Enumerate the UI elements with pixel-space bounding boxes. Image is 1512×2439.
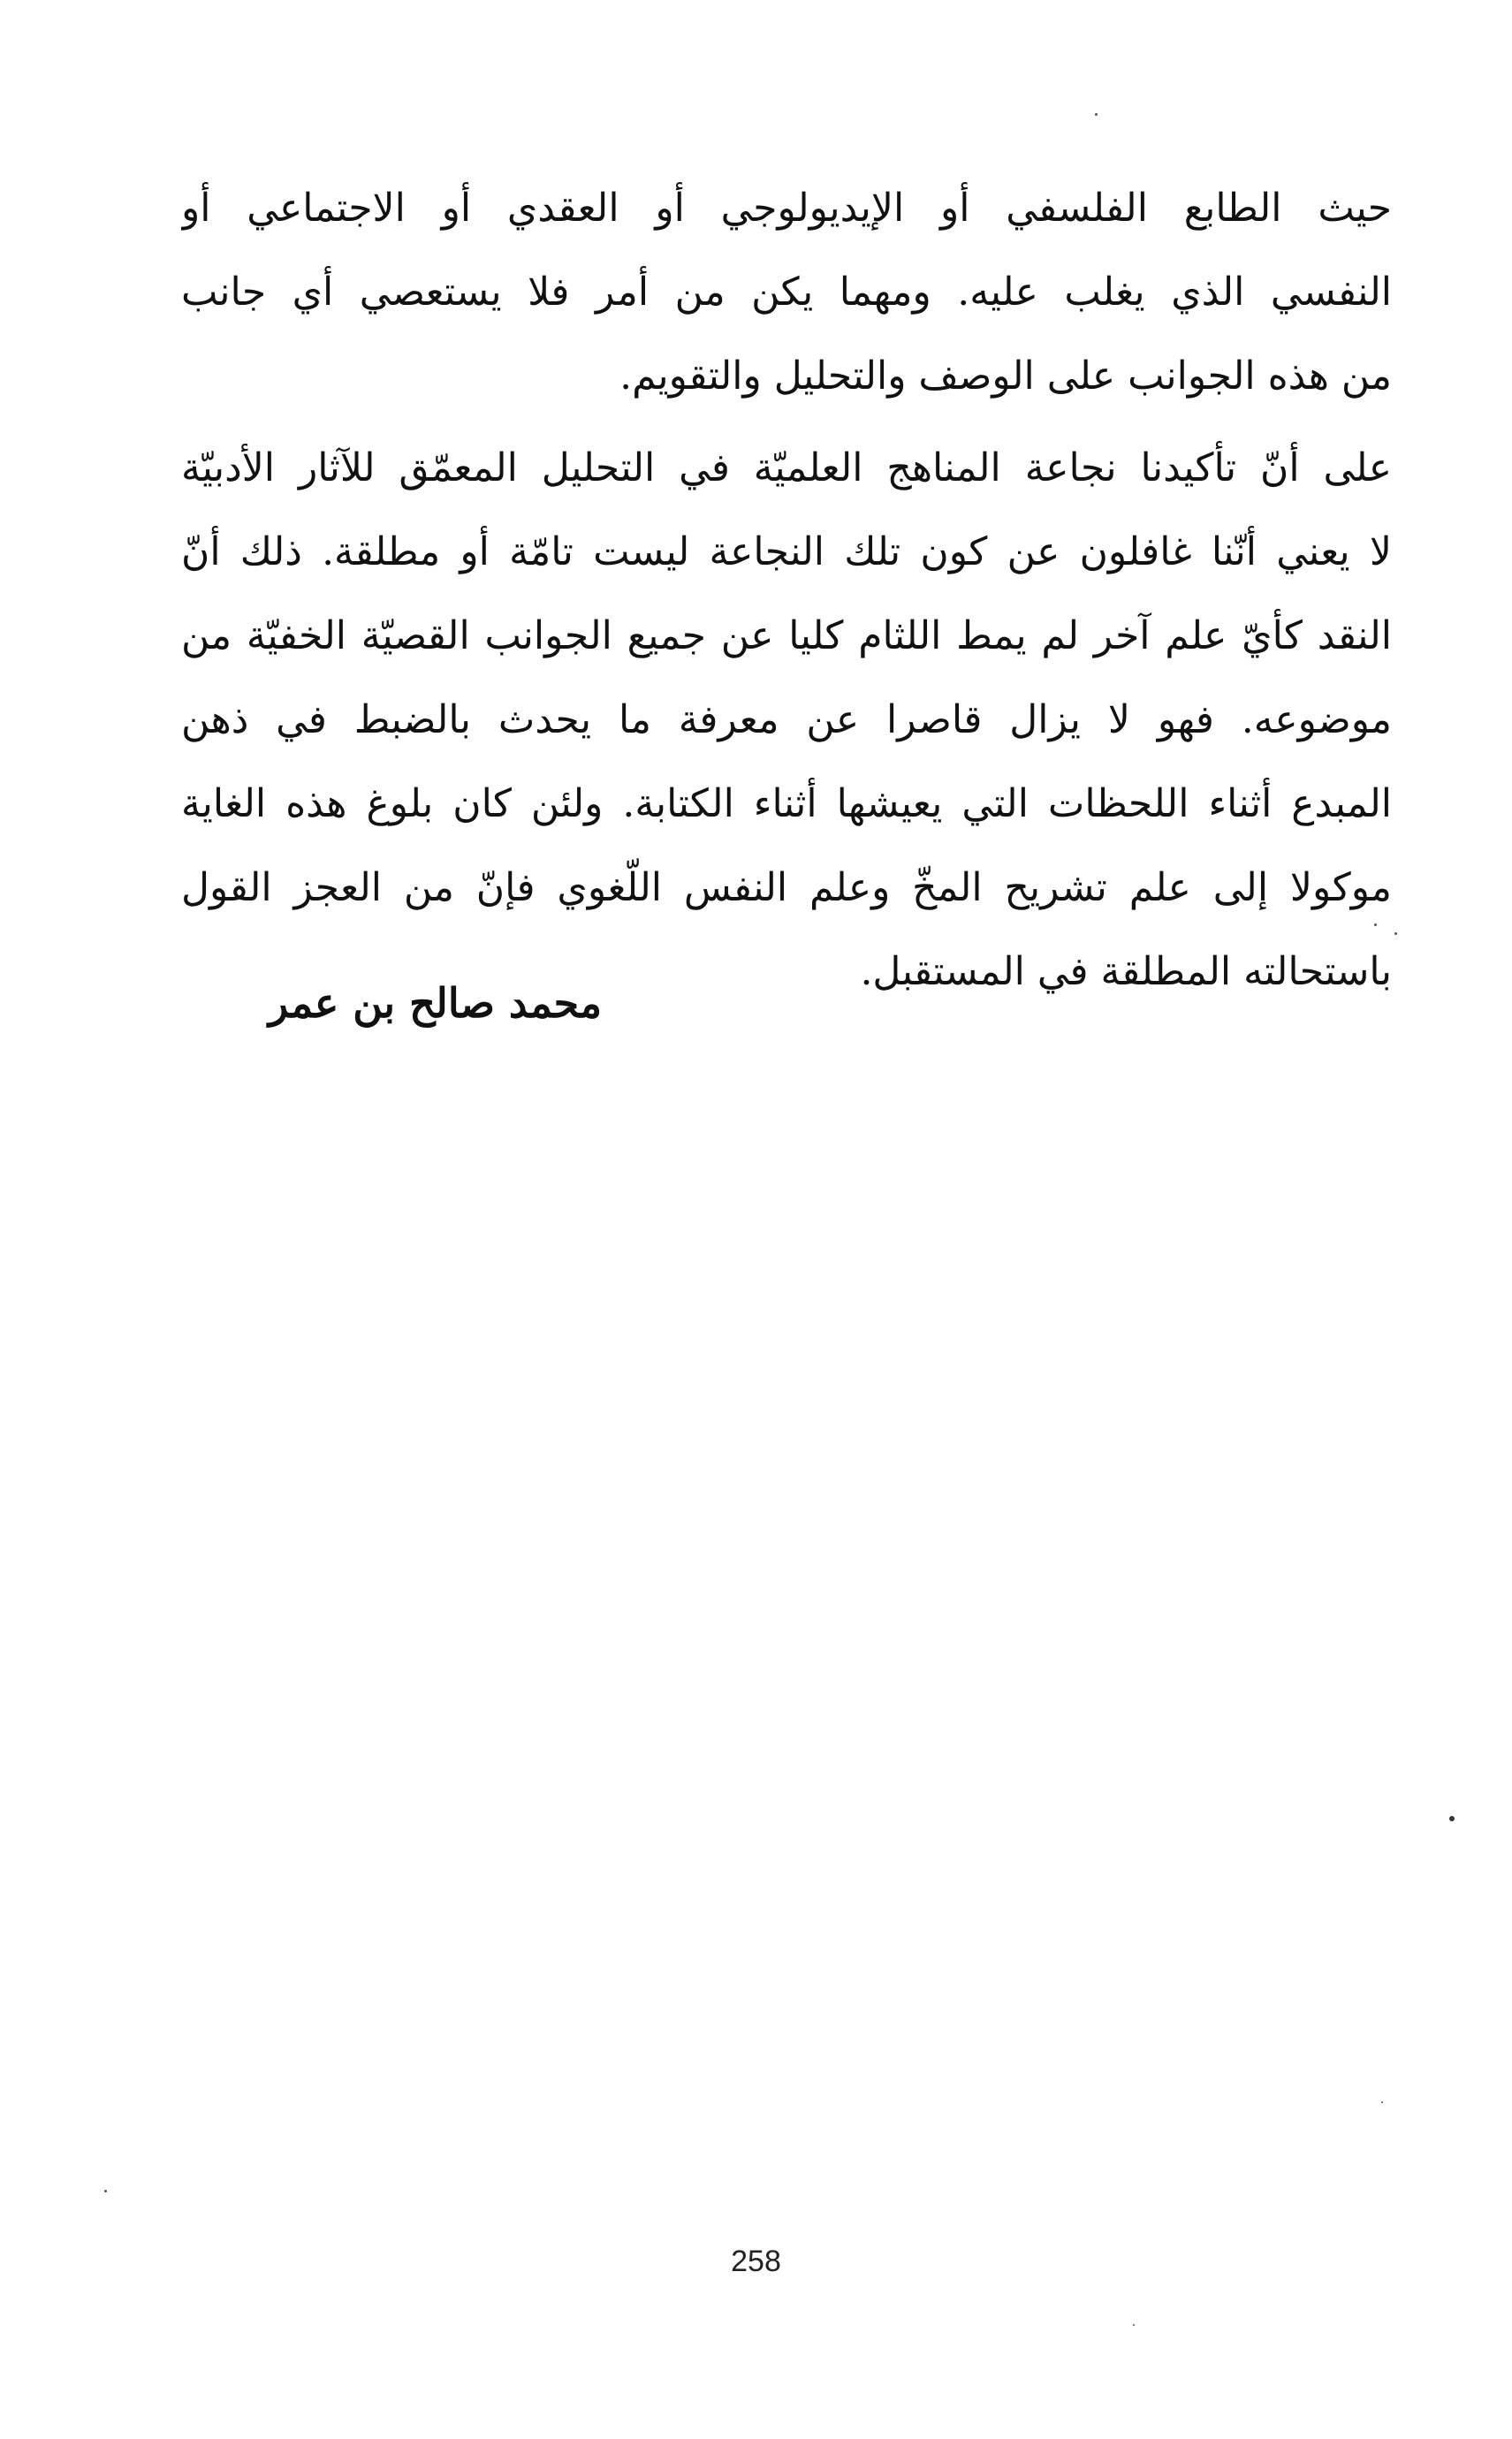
page-number: 258: [731, 2245, 781, 2278]
scan-speck: [1133, 2324, 1135, 2326]
paragraph-2-line-1: على أنّ تأكيدنا نجاعة المناهج العلميّة في التحليل المعمّق للآثار الأدبيّة: [181, 445, 1392, 490]
paragraph-1-line-2: النفسي الذي يغلب عليه. ومهما يكن من أمر فلا يستعصي أي جانب: [181, 270, 1392, 315]
paragraph-1: [181, 166, 1392, 418]
author-signature: محمد صالح بن عمر: [268, 979, 602, 1027]
paragraph-2-line-4: موضوعه. فهو لا يزال قاصرا عن معرفة ما يحدث بالضبط في ذهن: [181, 697, 1392, 742]
paragraph-1-line-1: حيث الطابع الفلسفي أو الإيديولوجي أو العقدي أو الاجتماعي أو: [181, 186, 1392, 231]
paragraph-2-line-5: المبدع أثناء اللحظات التي يعيشها أثناء الكتابة. ولئن كان بلوغ هذه الغاية: [181, 781, 1392, 826]
paragraph-2-line-6: موكولا إلى علم تشريح المخّ وعلم النفس اللّغوي فإنّ من العجز القول: [181, 865, 1392, 910]
paragraph-2-line-7: باستحالته المطلقة في المستقبل.: [860, 949, 1392, 994]
paragraph-2-line-2: لا يعني أنّنا غافلون عن كون تلك النجاعة ليست تامّة أو مطلقة. ذلك أنّ: [181, 529, 1392, 574]
paragraph-2: [181, 426, 1392, 1014]
scan-speck: [1394, 932, 1397, 935]
paragraph-1-line-3: من هذه الجوانب على الوصف والتحليل والتقويم.: [619, 353, 1392, 399]
paragraph-2-line-3: النقد كأيّ علم آخر لم يمط اللثام كليا عن جميع الجوانب القصيّة الخفيّة من: [181, 613, 1392, 658]
scan-speck: [104, 2190, 107, 2192]
scan-speck: [1449, 1816, 1455, 1821]
scan-speck: [1374, 923, 1377, 926]
scan-speck: [1381, 2101, 1383, 2103]
scan-speck: [1095, 113, 1098, 116]
